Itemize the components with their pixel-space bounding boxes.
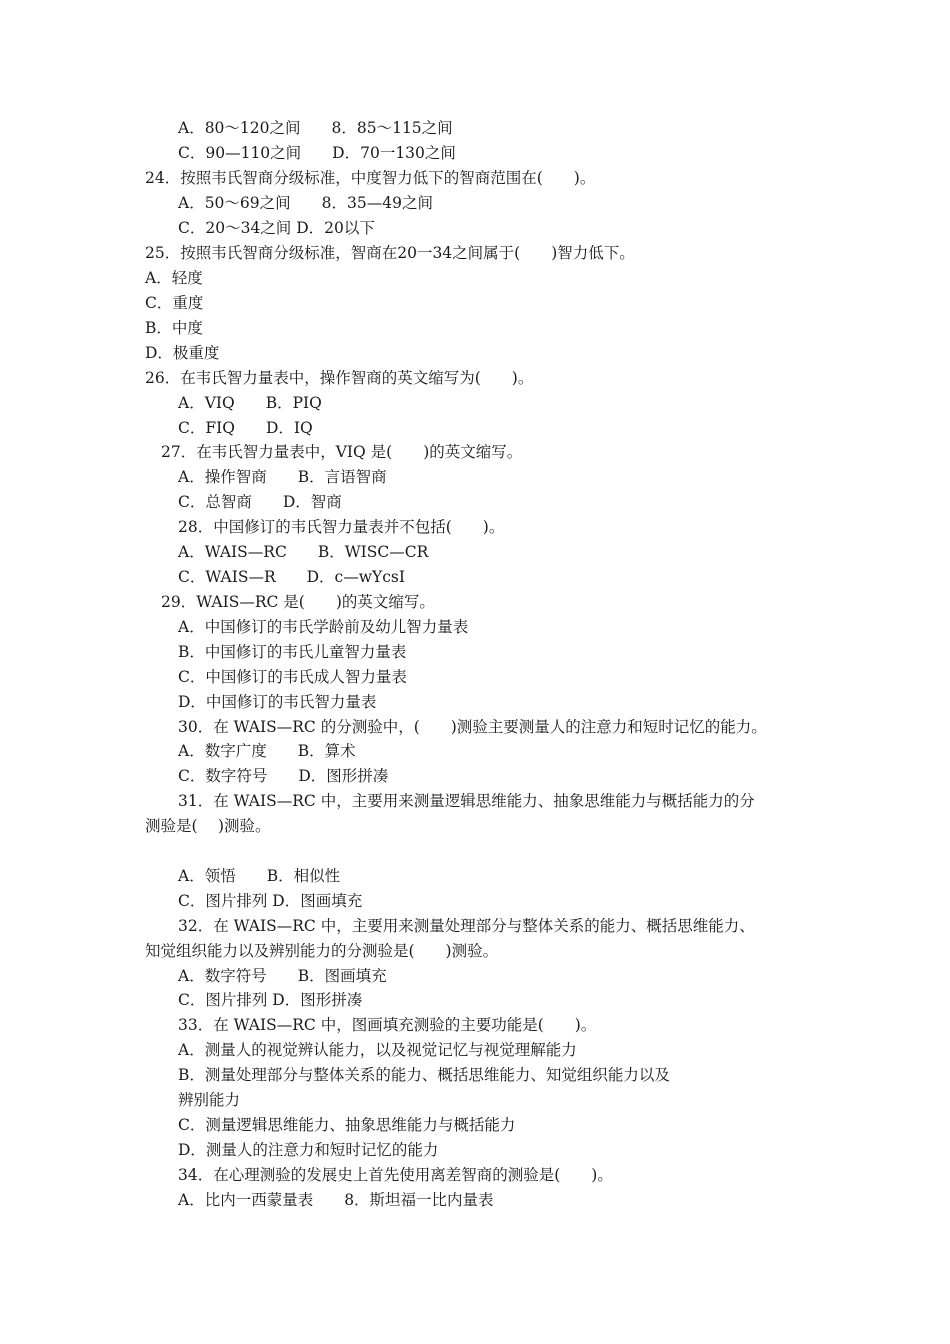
text-line: C．总智商 D．智商 (178, 493, 342, 511)
text-line: B．测量处理部分与整体关系的能力、概括思维能力、知觉组织能力以及 (178, 1066, 670, 1084)
question-31: 31．在 WAIS—RC 中，主要用来测量逻辑思维能力、抽象思维能力与概括能力的分 (178, 792, 755, 810)
text-line: A．WAIS—RC B．WISC—CR (178, 543, 429, 561)
text-line: C．FIQ D．IQ (178, 419, 313, 437)
text-line: D．极重度 (145, 344, 220, 362)
question-26: 26．在韦氏智力量表中，操作智商的英文缩写为( )。 (145, 369, 534, 387)
text-line: D．测量人的注意力和短时记忆的能力 (178, 1141, 439, 1159)
text-line: C．图片排列 D．图画填充 (178, 892, 363, 910)
question-27: 27．在韦氏智力量表中，VIQ 是( )的英文缩写。 (161, 443, 523, 461)
text-line: B．中国修订的韦氏儿童智力量表 (178, 643, 407, 661)
text-line: A．领悟 B．相似性 (178, 867, 341, 885)
text-line: 测验是( )测验。 (145, 817, 271, 835)
text-line: C．20～34之间 D．20以下 (178, 219, 375, 237)
text-line: C．数字符号 D．图形拼凑 (178, 767, 389, 785)
question-24: 24．按照韦氏智商分级标准，中度智力低下的智商范围在( )。 (145, 169, 596, 187)
text-line: A．操作智商 B．言语智商 (178, 468, 387, 486)
text-line: A．50～69之间 8．35—49之间 (178, 194, 433, 212)
text-line: 辨别能力 (178, 1091, 241, 1109)
text-line: C．图片排列 D．图形拼凑 (178, 991, 363, 1009)
text-line: A．比内一西蒙量表 8．斯坦福一比内量表 (178, 1191, 494, 1209)
text-line: A．轻度 (145, 269, 203, 287)
text-line: 知觉组织能力以及辨别能力的分测验是( )测验。 (145, 942, 499, 960)
text-line: C．WAIS—R D．c—wYcsI (178, 568, 405, 586)
text-line: C．重度 (145, 294, 204, 312)
text-line: C．90—110之间 D．70一130之间 (178, 144, 456, 162)
question-25: 25．按照韦氏智商分级标准，智商在20一34之间属于( )智力低下。 (145, 244, 635, 262)
question-30: 30．在 WAIS—RC 的分测验中，( )测验主要测量人的注意力和短时记忆的能力。 (178, 718, 767, 736)
text-line: A．数字广度 B．算术 (178, 742, 356, 760)
text-line: A．测量人的视觉辨认能力，以及视觉记忆与视觉理解能力 (178, 1041, 577, 1059)
question-29: 29．WAIS—RC 是( )的英文缩写。 (161, 593, 435, 611)
question-34: 34．在心理测验的发展史上首先使用离差智商的测验是( )。 (178, 1166, 613, 1184)
text-line: A．中国修订的韦氏学龄前及幼儿智力量表 (178, 618, 469, 636)
question-33: 33．在 WAIS—RC 中，图画填充测验的主要功能是( )。 (178, 1016, 597, 1034)
question-32: 32．在 WAIS—RC 中，主要用来测量处理部分与整体关系的能力、概括思维能力、 (178, 917, 755, 935)
text-line: C．中国修订的韦氏成人智力量表 (178, 668, 407, 686)
text-line: A．数字符号 B．图画填充 (178, 967, 387, 985)
question-28: 28．中国修订的韦氏智力量表并不包括( )。 (178, 518, 505, 536)
text-line: B．中度 (145, 319, 203, 337)
text-line: A．80～120之间 8．85～115之间 (178, 119, 453, 137)
text-line: C．测量逻辑思维能力、抽象思维能力与概括能力 (178, 1116, 516, 1134)
text-line: A．VIQ B．PIQ (178, 394, 322, 412)
text-line: D．中国修订的韦氏智力量表 (178, 693, 377, 711)
